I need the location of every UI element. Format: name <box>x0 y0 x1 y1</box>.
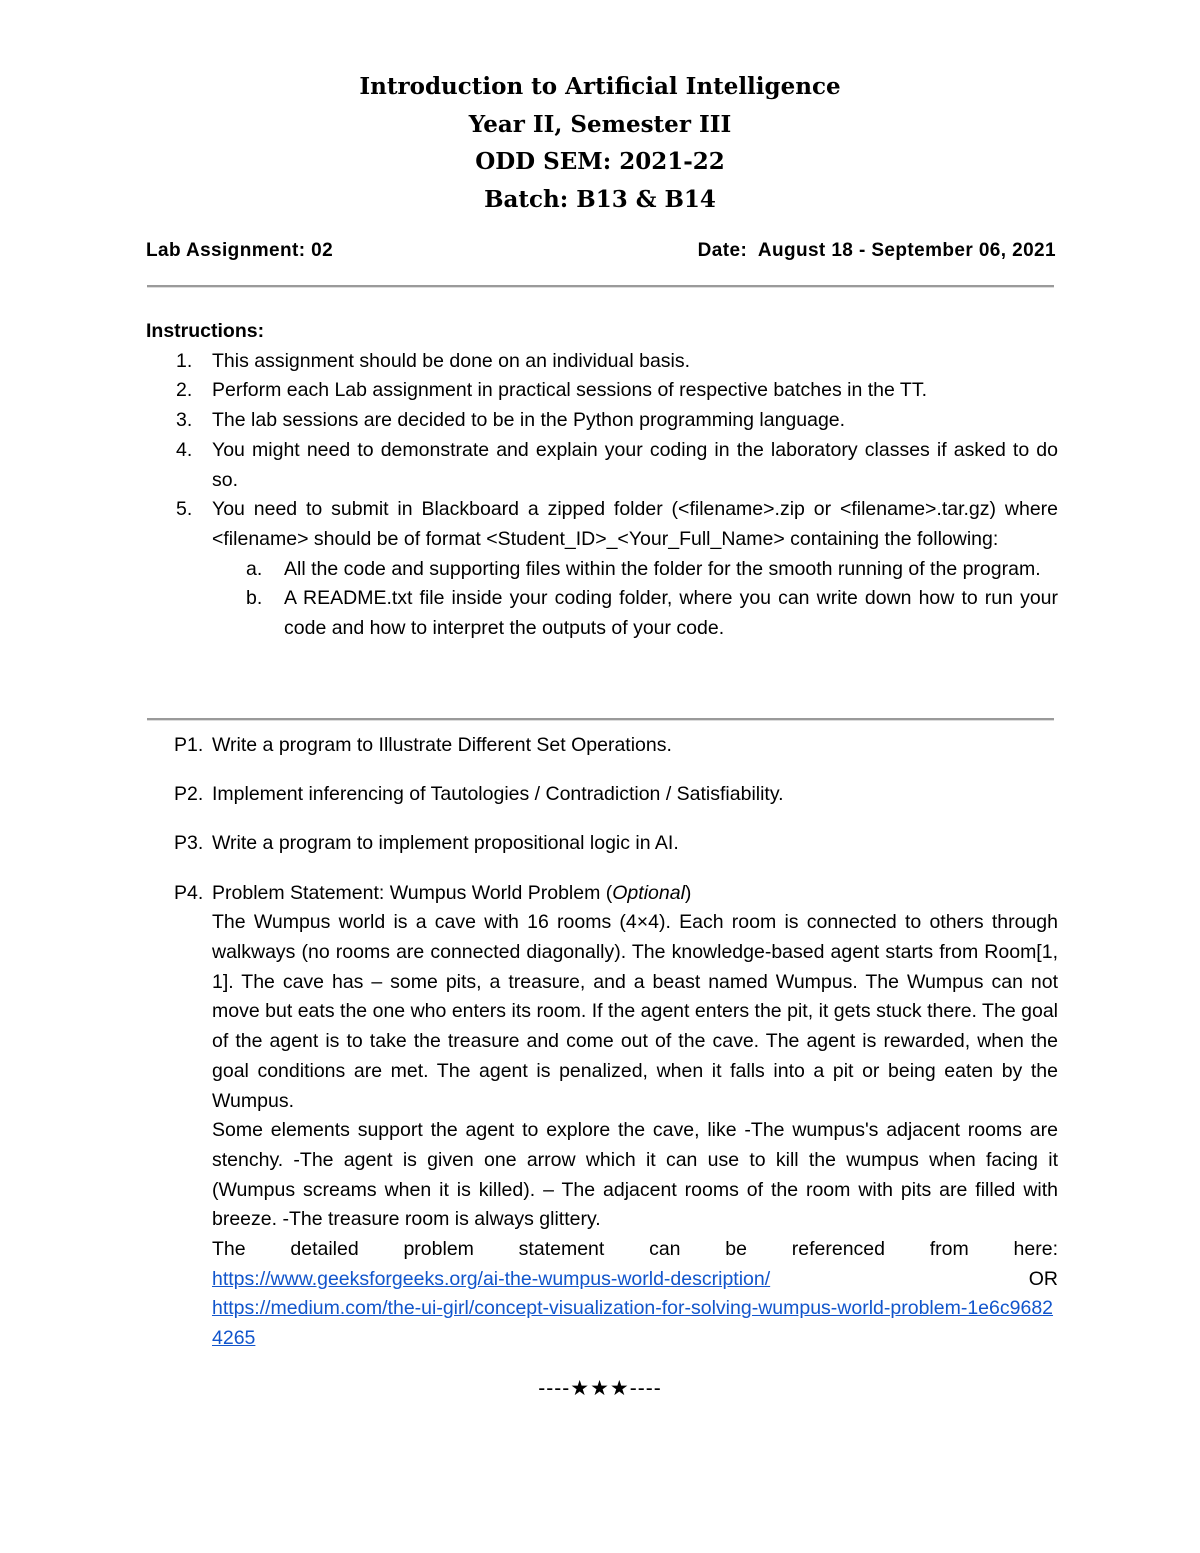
problem-label: P1. <box>174 734 204 756</box>
reference-line <box>212 1265 1058 1295</box>
problem-label: P4. <box>174 881 204 904</box>
item-text: Perform each Lab assignment in practical sessions of respective batches in the TT. <box>212 379 927 402</box>
subitem-letter: a. <box>246 557 263 580</box>
medium-link[interactable]: https://medium.com/the-ui-girl/concept-visualization-for-solving-wumpus-world-problem-1e6c96824265 <box>212 1297 1054 1350</box>
item-text: You need to submit in Blackboard a zipped folder (<filename>.zip or <filename>.tar.gz) where <filename> should be of format <Student_ID>_<Your_Full_Name> containing the following: <box>212 498 1058 550</box>
submission-sublist <box>212 555 1058 644</box>
item-text: You might need to demonstrate and explain your coding in the laboratory classes if asked to do so. <box>212 438 1058 491</box>
item-text: The lab sessions are decided to be in the Python programming language. <box>212 409 846 432</box>
item-number: 1. <box>176 349 193 372</box>
item-number: 2. <box>176 379 193 402</box>
list-item <box>146 376 1058 406</box>
assignment-number: Lab Assignment: 02 <box>146 240 334 261</box>
instructions-list <box>146 347 1058 644</box>
optional-label: Optional <box>612 881 685 904</box>
problem-text: Implement inferencing of Tautologies / Contradiction / Satisfiability. <box>212 783 784 806</box>
batch: Batch: B13 & B14 <box>484 185 716 213</box>
item-number: 5. <box>176 498 193 521</box>
problem-label: P2. <box>174 783 204 806</box>
instructions-section <box>146 317 1058 644</box>
problem-p2 <box>174 780 1058 810</box>
subitem-letter: b. <box>246 587 263 610</box>
problem-p1 <box>174 731 1058 761</box>
item-number: 3. <box>176 409 193 432</box>
list-item <box>146 495 1058 644</box>
subitem-text: All the code and supporting files within the folder for the smooth running of the program. <box>284 557 1041 580</box>
list-item <box>146 436 1058 495</box>
assignment-date: Date: August 18 - September 06, 2021 <box>697 240 1056 261</box>
heading-text: Problem Statement: Wumpus World Problem ( <box>212 881 613 904</box>
instructions-title: Instructions: <box>146 320 265 342</box>
problem-text: Write a program to implement propositional logic in AI. <box>212 832 679 855</box>
medium-link-wrap <box>212 1294 1058 1353</box>
sublist-item <box>212 584 1058 643</box>
reference-text: The detailed problem statement can be referenced from here: <box>212 1238 1058 1261</box>
item-text: This assignment should be done on an individual basis. <box>212 349 691 372</box>
problem-p4 <box>174 879 1058 1354</box>
divider-middle <box>147 718 1054 720</box>
problem-label: P3. <box>174 832 204 855</box>
year-semester: Year II, Semester III <box>468 110 732 138</box>
course-title: Introduction to Artificial Intelligence <box>359 73 841 100</box>
document-footer: ----★★★---- <box>538 1377 662 1400</box>
list-item <box>146 347 1058 377</box>
list-item <box>146 406 1058 436</box>
heading-end: ) <box>684 881 692 904</box>
problem-heading <box>212 879 1058 909</box>
geeksforgeeks-link[interactable]: https://www.geeksforgeeks.org/ai-the-wumpus-world-description/ <box>212 1267 771 1290</box>
or-text: OR <box>1028 1267 1058 1290</box>
subitem-text: A README.txt file inside your coding folder, where you can write down how to run your code and how to interpret the outputs of your code. <box>284 587 1058 640</box>
problems-section <box>174 731 1058 1373</box>
problem-text: Write a program to Illustrate Different Set Operations. <box>212 734 672 756</box>
wumpus-elements: Some elements support the agent to explore the cave, like -The wumpus's adjacent rooms are stenchy. -The agent is given one arrow which it can use to kill the wumpus when facing it (Wumpus screams when it is killed). – The adjacent rooms of the room with pits are filled with breeze. -The treasure room is always glittery. <box>212 1119 1058 1231</box>
assignment-meta <box>146 240 1056 262</box>
divider-top <box>147 285 1054 287</box>
item-number: 4. <box>176 438 193 461</box>
odd-sem: ODD SEM: 2021-22 <box>475 148 725 175</box>
sublist-item <box>212 555 1058 585</box>
wumpus-description: The Wumpus world is a cave with 16 rooms (4×4). Each room is connected to others through walkways (no rooms are connected diagonally). The knowledge-based agent starts from Room[1, 1]. The cave has – some pits, a treasure, and a beast named Wumpus. The Wumpus can not move but eats the one who enters its room. If the agent enters the pit, it gets stuck there. The goal of the agent is to take the treasure and come out of the cave. The agent is rewarded, when the goal conditions are met. The agent is penalized, when it falls into a pit or being eaten by the Wumpus. <box>212 911 1058 1112</box>
document-header <box>0 68 1200 218</box>
problem-p3 <box>174 829 1058 859</box>
